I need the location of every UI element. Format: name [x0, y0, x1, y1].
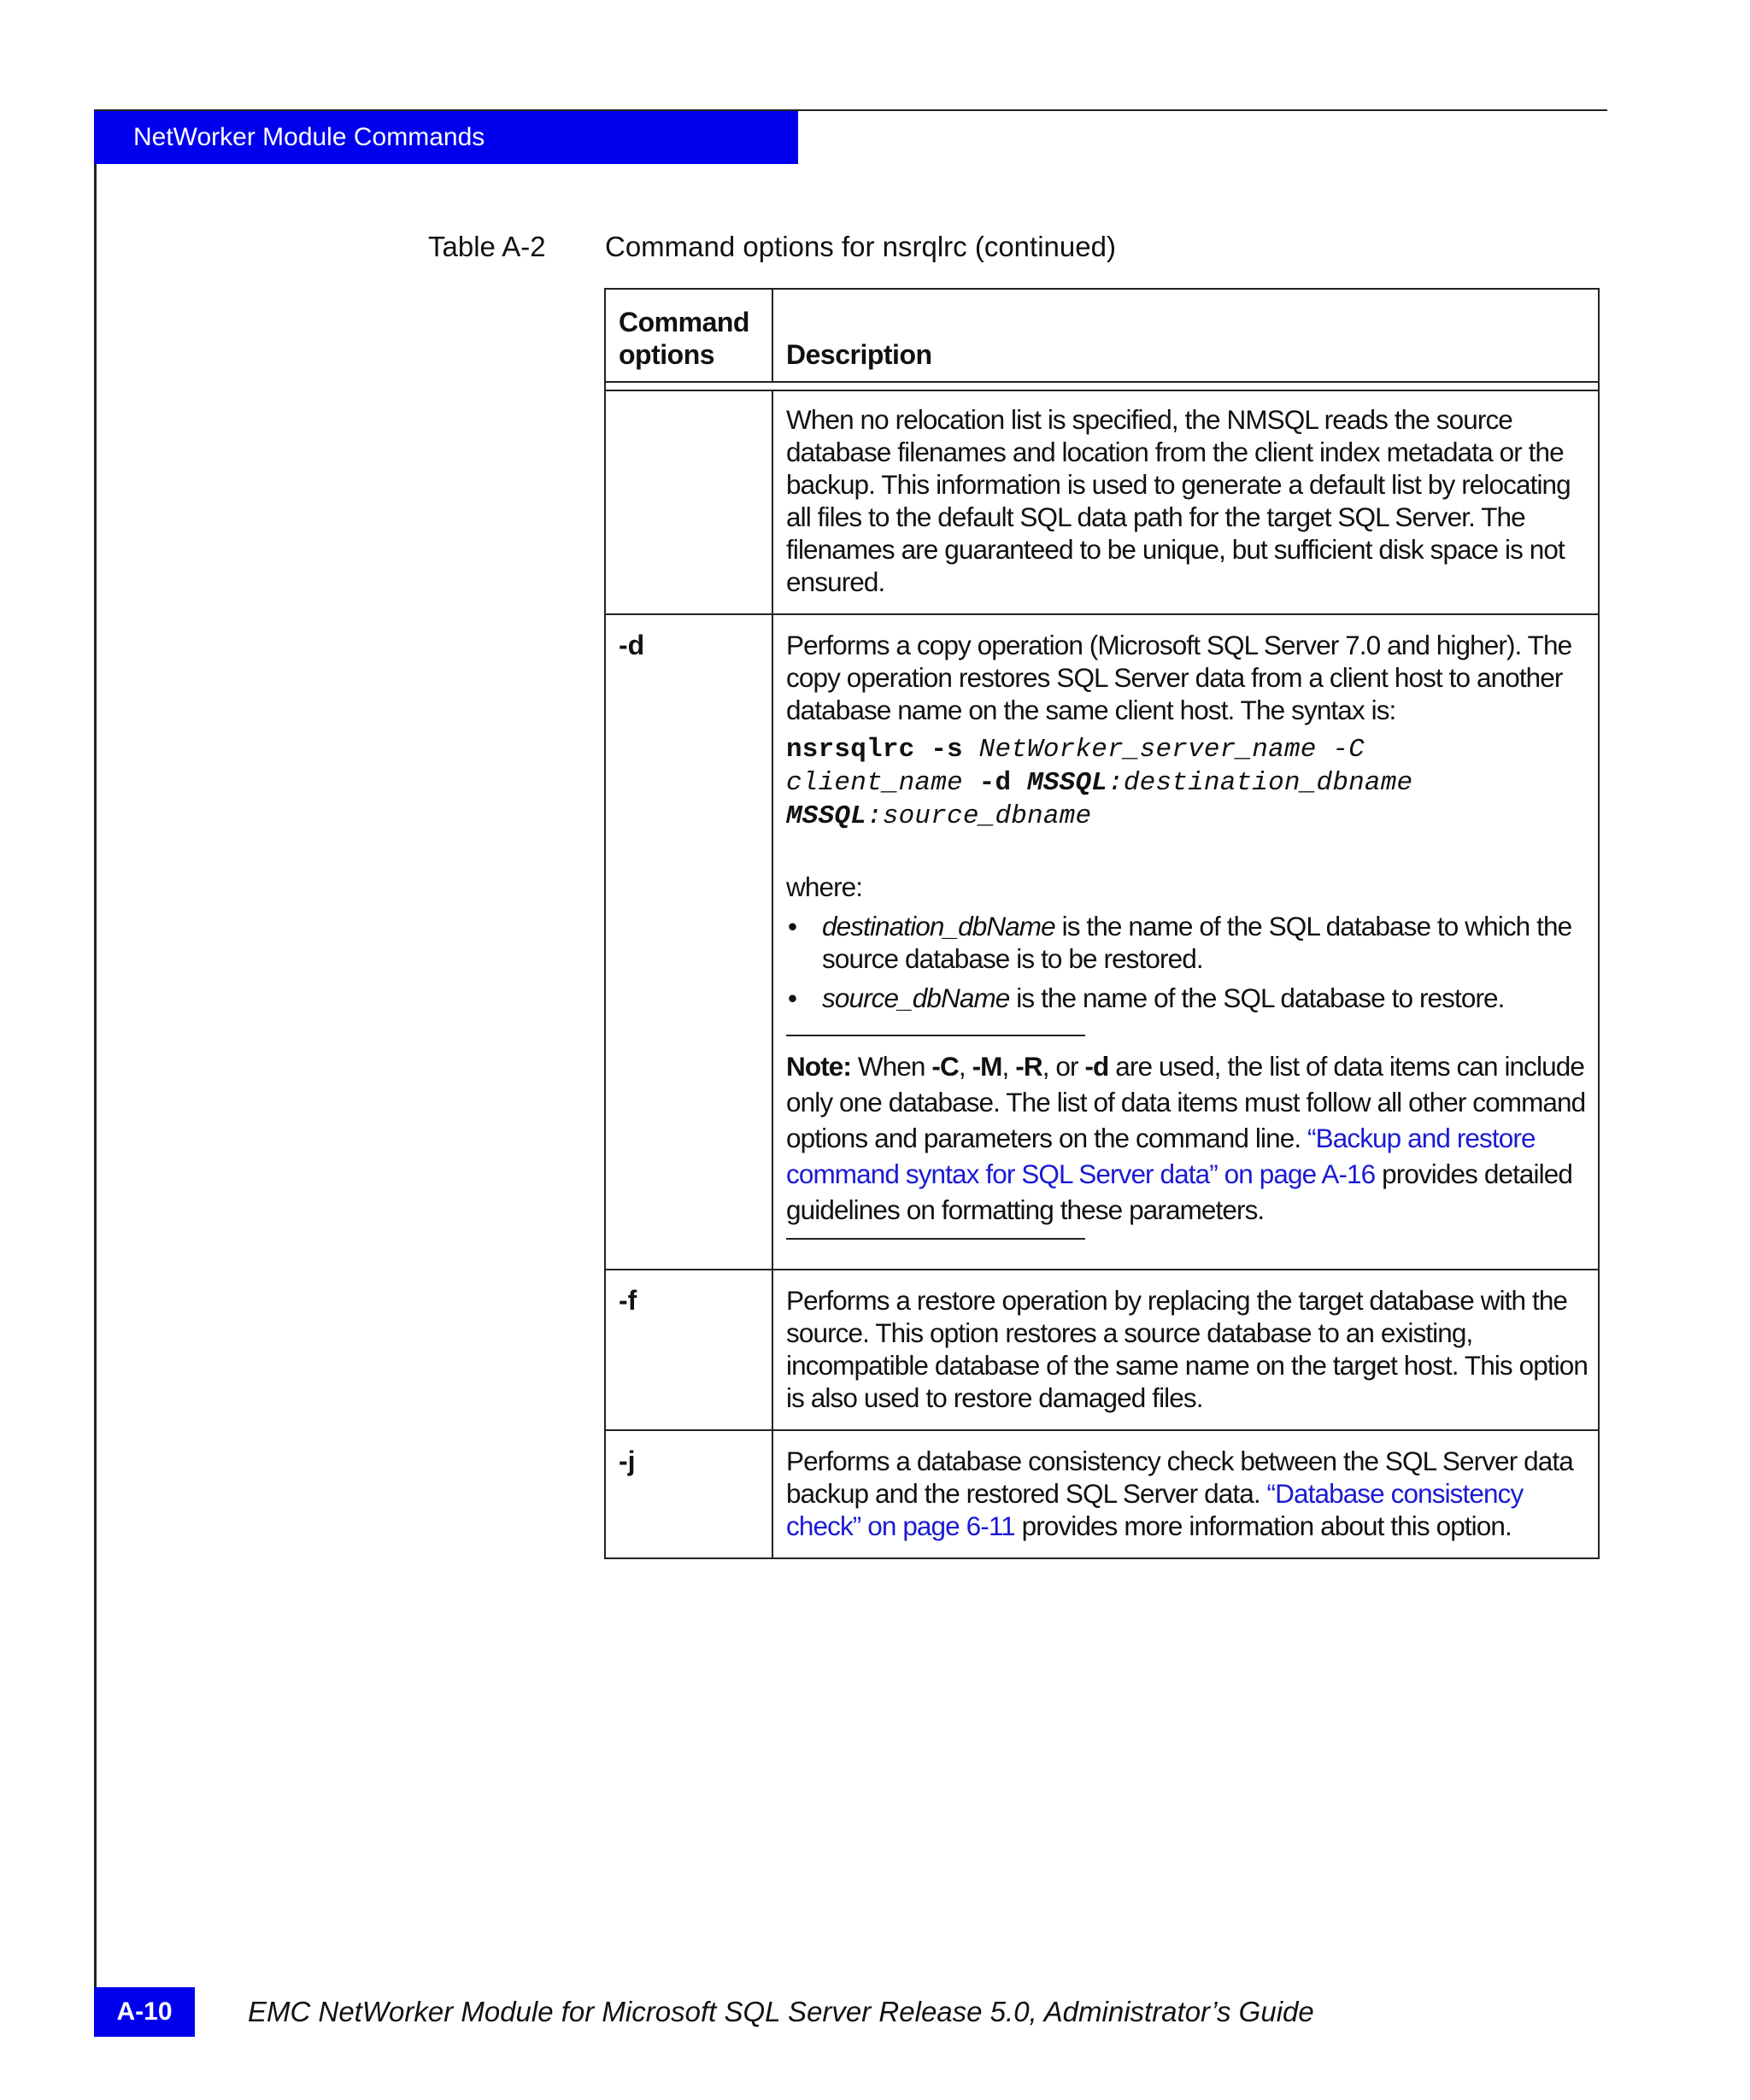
note-flag: -d	[1084, 1051, 1109, 1082]
description-text: When no relocation list is specified, the NMSQL reads the source database filenames and location from the client index metadata or the backup. This information is used to generate a default list by relocating all files to the default SQL data path for the target SQL Server. The filenames are guaranteed to be unique, but sufficient disk space is not ensured.	[786, 404, 1571, 597]
table-row	[606, 1269, 1598, 1429]
option-cell	[606, 391, 773, 613]
bullet-text: is the name of the SQL database to restore.	[1009, 983, 1505, 1013]
table-title: Command options for nsrqlrc (continued)	[605, 231, 1116, 262]
table-row	[606, 613, 1598, 1269]
note-cross-reference-link[interactable]: “Backup and restore command syntax for SQL Server data” on page A-16	[786, 1123, 1536, 1189]
command-options-table	[604, 288, 1600, 1559]
syntax-flag-c: -C	[1316, 735, 1365, 765]
option-cell	[606, 1431, 773, 1557]
syntax-client: client_name	[786, 768, 963, 798]
table-row	[606, 1429, 1598, 1557]
note-text: are used, the list of data items can include only one database. The list of data items must follow all other command options and parameters on the command line.	[786, 1051, 1586, 1153]
syntax-mssql-dest: MSSQL	[1027, 768, 1108, 798]
footer-doc-title: EMC NetWorker Module for Microsoft SQL Server Release 5.0, Administrator’s Guide	[248, 1996, 1314, 2027]
note-bottom-rule	[786, 1238, 1085, 1240]
list-item	[786, 982, 1591, 1014]
description-text: Performs a copy operation (Microsoft SQL Server 7.0 and higher). The copy operation restores SQL Server data from a client host to another database name on the same client host. The syntax is:	[786, 630, 1572, 725]
note-flag: -R	[1015, 1051, 1042, 1082]
where-label: where:	[786, 871, 863, 902]
note-text: ,	[1001, 1051, 1016, 1082]
description-text-part: provides more information about this option.	[1014, 1510, 1512, 1541]
description-cell	[773, 615, 1598, 1269]
page-number: A-10	[116, 1997, 173, 2026]
description-cell	[773, 1270, 1598, 1429]
syntax-dest: :destination_dbname	[1107, 768, 1413, 798]
description-cell	[773, 391, 1598, 613]
table-row	[606, 390, 1598, 613]
left-margin-rule	[94, 109, 97, 2035]
option-cell	[606, 1270, 773, 1429]
description-text	[786, 1445, 1591, 1542]
option-value: -f	[619, 1285, 637, 1316]
bullet-text: is the name of the SQL database to which the source database is to be restored.	[822, 911, 1572, 974]
header-option-label: Command options	[619, 307, 749, 370]
note-label: Note:	[786, 1051, 851, 1082]
consistency-check-link[interactable]: “Database consistency check” on page 6-11	[786, 1478, 1524, 1541]
syntax-mssql-src: MSSQL	[786, 801, 867, 831]
section-header-tab	[94, 111, 798, 164]
list-item	[786, 910, 1591, 975]
note-block	[786, 1048, 1591, 1228]
note-text: , or	[1042, 1051, 1085, 1082]
note-flag: -C	[931, 1051, 959, 1082]
page-number-badge	[94, 1987, 195, 2037]
header-cell-description	[773, 290, 1598, 381]
syntax-command: nsrsqlrc -s	[786, 735, 979, 765]
header-description-label: Description	[786, 339, 932, 370]
option-cell	[606, 615, 773, 1269]
note-flag: -M	[972, 1051, 1002, 1082]
syntax-flag-d: -d	[962, 768, 1028, 798]
table-header-row	[606, 290, 1598, 383]
section-title: NetWorker Module Commands	[133, 123, 485, 151]
table-number: Table A-2	[428, 231, 546, 262]
note-text: provides detailed guidelines on formatting these parameters.	[786, 1159, 1572, 1225]
bullet-icon: •	[788, 983, 797, 1013]
syntax-block	[786, 733, 1591, 833]
description-text: Performs a restore operation by replacing the target database with the source. This option restores a source database to an existing, incompatible database of the same name on the target host. This option is also used to restore damaged files.	[786, 1285, 1589, 1413]
bullet-icon: •	[788, 911, 797, 941]
note-text: When	[851, 1051, 932, 1082]
syntax-src: :source_dbname	[866, 801, 1092, 831]
option-value: -d	[619, 630, 645, 660]
description-text-part: Performs a database consistency check between the SQL Server data backup and the restored SQL Server data.	[786, 1446, 1573, 1509]
bullet-term: destination_dbName	[822, 911, 1055, 941]
description-cell	[773, 1431, 1598, 1557]
option-value: -j	[619, 1446, 636, 1476]
note-top-rule	[786, 1035, 1085, 1036]
bullet-term: source_dbName	[822, 983, 1010, 1013]
syntax-server: NetWorker_server_name	[978, 735, 1317, 765]
header-cell-option	[606, 290, 773, 381]
note-text: ,	[958, 1051, 972, 1082]
